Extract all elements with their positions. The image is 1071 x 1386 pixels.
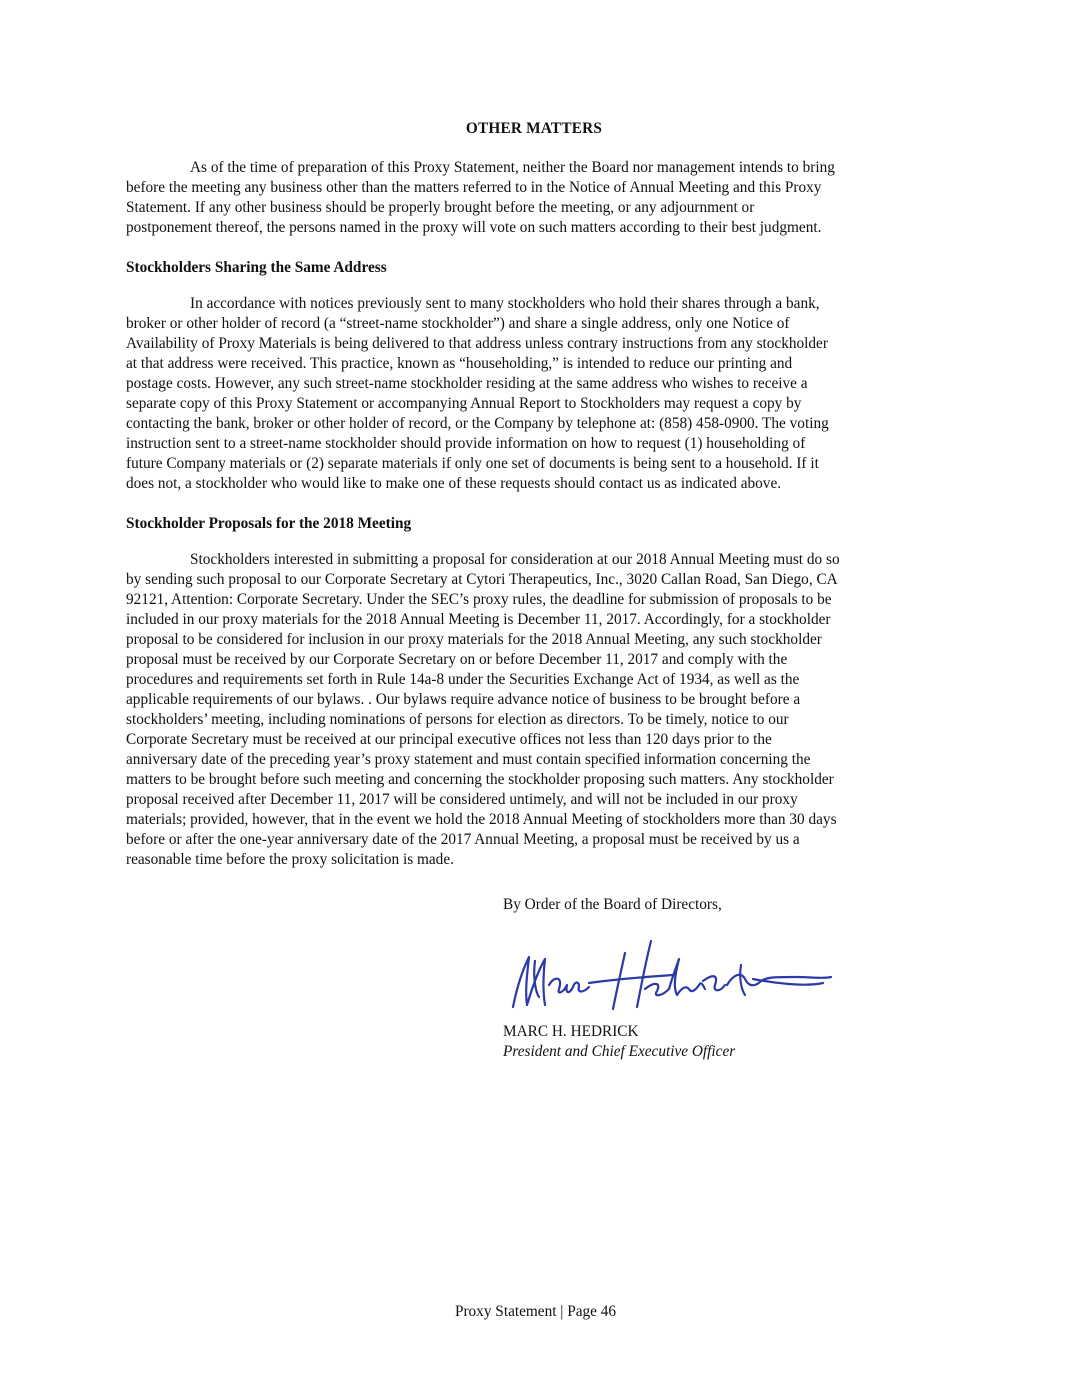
paragraph-line: applicable requirements of our bylaws. . Our bylaws require advance notice of business to be brought before a xyxy=(126,691,801,708)
heading-sharing-address: Stockholders Sharing the Same Address xyxy=(126,259,387,276)
paragraph-line: anniversary date of the preceding year’s proxy statement and must contain specified information concerning the xyxy=(126,751,811,768)
paragraph-line: does not, a stockholder who would like to make one of these requests should contact us as indicated above. xyxy=(126,475,782,492)
other-matters-paragraph xyxy=(126,158,942,238)
paragraph-line: proposal must be received by our Corporate Secretary on or before December 11, 2017 and comply with the xyxy=(126,651,788,668)
paragraph-line: contacting the bank, broker or other holder of record, or the Company by telephone at: (858) 458-0900. The voting xyxy=(126,415,829,432)
section-title: OTHER MATTERS xyxy=(465,120,603,137)
paragraph-line: at that address were received. This practice, known as “householding,” is intended to reduce our printing and xyxy=(126,355,793,372)
signer-name: MARC H. HEDRICK xyxy=(503,1023,639,1040)
paragraph-line: Statement. If any other business should be properly brought before the meeting, or any adjournment or xyxy=(126,199,755,216)
paragraph-line: broker or other holder of record (a “street-name stockholder”) and share a single address, only one Notice of xyxy=(126,315,790,332)
paragraph-line: proposal received after December 11, 2017 will be considered untimely, and will not be included in our proxy xyxy=(126,791,798,808)
paragraph-line: 92121, Attention: Corporate Secretary. Under the SEC’s proxy rules, the deadline for submission of proposals to be xyxy=(126,591,832,608)
paragraph-line: stockholders’ meeting, including nominations of persons for election as directors. To be timely, notice to our xyxy=(126,711,789,728)
page-footer: Proxy Statement | Page 46 xyxy=(454,1303,617,1320)
paragraph-line: before the meeting any business other than the matters referred to in the Notice of Annual Meeting and this Proxy xyxy=(126,179,822,196)
paragraph-line: separate copy of this Proxy Statement or accompanying Annual Report to Stockholders may request a copy by xyxy=(126,395,802,412)
paragraph-line: Availability of Proxy Materials is being delivered to that address unless contrary instructions from any stockholder xyxy=(126,335,828,352)
paragraph-line: proposal to be considered for inclusion in our proxy materials for the 2018 Annual Meeting, any such stockholder xyxy=(126,631,822,648)
paragraph-line: procedures and requirements set forth in Rule 14a-8 under the Securities Exchange Act of 1934, as well as the xyxy=(126,671,800,688)
paragraph-line: matters to be brought before such meeting and concerning the stockholder proposing such matters. Any stockholder xyxy=(126,771,834,788)
closing-text: By Order of the Board of Directors, xyxy=(503,896,722,913)
paragraph-line: As of the time of preparation of this Proxy Statement, neither the Board nor management intends to bring xyxy=(190,159,835,176)
paragraph-line: postponement thereof, the persons named in the proxy will vote on such matters according to their best judgment. xyxy=(126,219,822,236)
paragraph-line: included in our proxy materials for the 2018 Annual Meeting is December 11, 2017. Accordingly, for a stockholder xyxy=(126,611,831,628)
signer-block xyxy=(503,1022,735,1062)
heading-stockholder-proposals: Stockholder Proposals for the 2018 Meeting xyxy=(126,515,412,532)
paragraph-line: before or after the one-year anniversary date of the 2017 Annual Meeting, a proposal must be received by us a xyxy=(126,831,800,848)
document-body xyxy=(126,120,942,870)
paragraph-line: Corporate Secretary must be received at our principal executive offices not less than 120 days prior to the xyxy=(126,731,772,748)
paragraph-line: instruction sent to a street-name stockholder should provide information on how to request (1) householding of xyxy=(126,435,806,452)
signer-title: President and Chief Executive Officer xyxy=(503,1043,736,1060)
paragraph-line: future Company materials or (2) separate materials if only one set of documents is being sent to a household. If it xyxy=(126,455,819,472)
paragraph-line: by sending such proposal to our Corporate Secretary at Cytori Therapeutics, Inc., 3020 Callan Road, San Diego, CA xyxy=(126,571,838,588)
paragraph-line: In accordance with notices previously sent to many stockholders who hold their shares through a bank, xyxy=(190,295,820,312)
sharing-address-paragraph xyxy=(126,294,942,494)
paragraph-line: Stockholders interested in submitting a proposal for consideration at our 2018 Annual Meeting must do so xyxy=(190,551,840,568)
paragraph-line: reasonable time before the proxy solicitation is made. xyxy=(126,851,454,868)
paragraph-line: materials; provided, however, that in the event we hold the 2018 Annual Meeting of stockholders more than 30 days xyxy=(126,811,837,828)
handwritten-signature xyxy=(505,935,835,1020)
stockholder-proposals-paragraph xyxy=(126,550,942,870)
paragraph-line: postage costs. However, any such street-name stockholder residing at the same address who wishes to receive a xyxy=(126,375,808,392)
